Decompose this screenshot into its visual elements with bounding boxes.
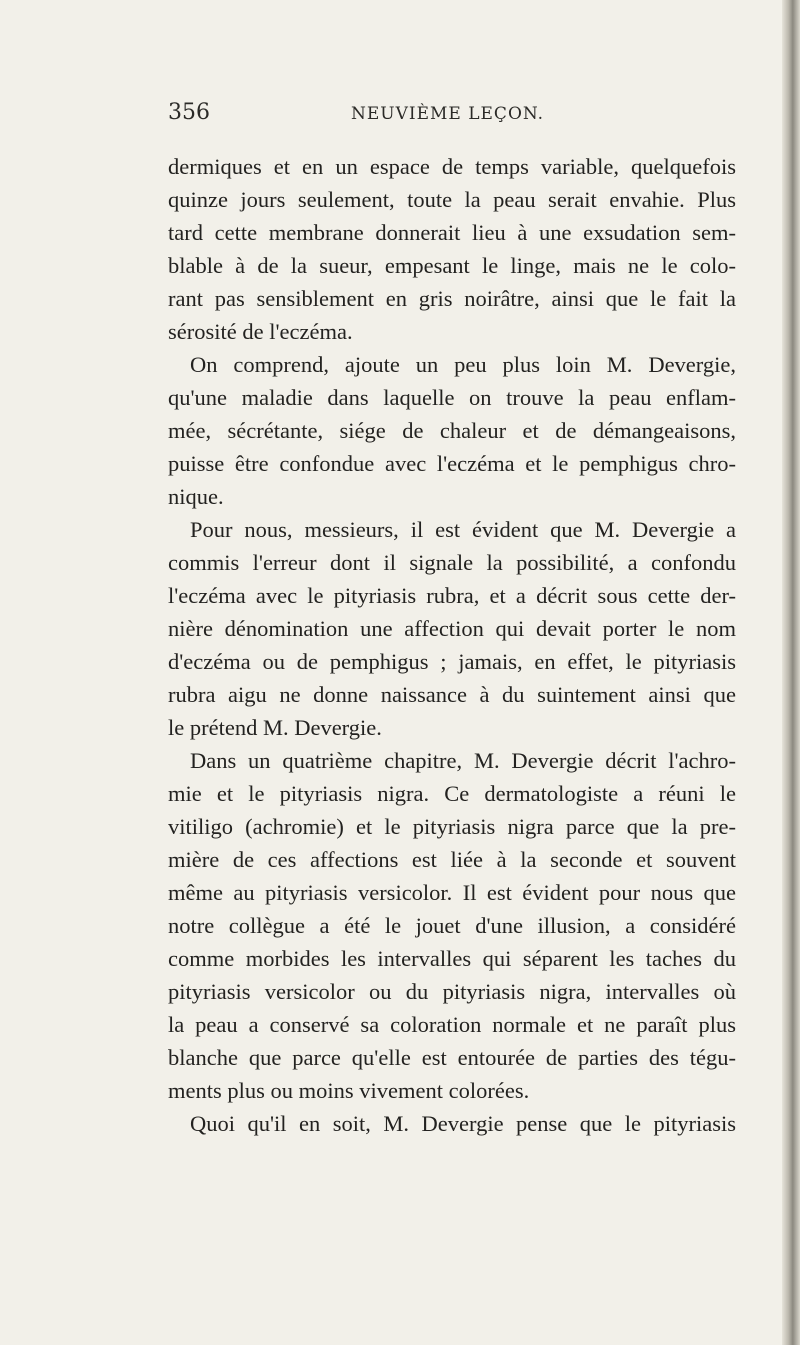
text-line: blable à de la sueur, empesant le linge, mais ne le colo- (168, 253, 736, 278)
text-line: mie et le pityriasis nigra. Ce dermatologiste a réuni le (168, 781, 736, 806)
text-line: Quoi qu'il en soit, M. Devergie pense que le pityriasis (190, 1111, 736, 1136)
text-line: nière dénomination une affection qui devait porter le nom (168, 616, 736, 641)
page-number: 356 (168, 100, 210, 125)
text-line: qu'une maladie dans laquelle on trouve la peau enflam- (168, 385, 736, 410)
text-line: Dans un quatrième chapitre, M. Devergie décrit l'achro- (190, 748, 736, 773)
text-line: commis l'erreur dont il signale la possibilité, a confondu (168, 550, 736, 575)
text-line: sérosité de l'eczéma. (168, 319, 353, 344)
page-header (168, 100, 736, 136)
text-line: puisse être confondue avec l'eczéma et le pemphigus chro- (168, 451, 736, 476)
text-line: le prétend M. Devergie. (168, 715, 382, 740)
text-line: dermiques et en un espace de temps variable, quelquefois (168, 154, 736, 179)
running-title: NEUVIÈME LEÇON. (351, 104, 545, 124)
text-line: même au pityriasis versicolor. Il est évident pour nous que (168, 880, 736, 905)
text-line: ments plus ou moins vivement colorées. (168, 1078, 530, 1103)
text-line: On comprend, ajoute un peu plus loin M. Devergie, (190, 352, 736, 377)
text-line: vitiligo (achromie) et le pityriasis nigra parce que la pre- (168, 814, 736, 839)
text-line: notre collègue a été le jouet d'une illusion, a considéré (168, 913, 736, 938)
body-text (168, 150, 736, 1140)
text-line: rant pas sensiblement en gris noirâtre, ainsi que le fait la (168, 286, 736, 311)
text-line: nique. (168, 484, 224, 509)
text-line: pityriasis versicolor ou du pityriasis nigra, intervalles où (168, 979, 736, 1004)
text-line: Pour nous, messieurs, il est évident que M. Devergie a (190, 517, 736, 542)
text-line: tard cette membrane donnerait lieu à une exsudation sem- (168, 220, 736, 245)
page-binding-edge (782, 0, 800, 1345)
text-line: blanche que parce qu'elle est entourée de parties des tégu- (168, 1045, 736, 1070)
text-line: rubra aigu ne donne naissance à du suintement ainsi que (168, 682, 736, 707)
text-line: mière de ces affections est liée à la seconde et souvent (168, 847, 736, 872)
text-line: comme morbides les intervalles qui séparent les taches du (168, 946, 736, 971)
text-line: d'eczéma ou de pemphigus ; jamais, en effet, le pityriasis (168, 649, 736, 674)
text-line: l'eczéma avec le pityriasis rubra, et a décrit sous cette der- (168, 583, 736, 608)
text-line: la peau a conservé sa coloration normale et ne paraît plus (168, 1012, 736, 1037)
text-line: quinze jours seulement, toute la peau serait envahie. Plus (168, 187, 736, 212)
text-line: mée, sécrétante, siége de chaleur et de démangeaisons, (168, 418, 736, 443)
